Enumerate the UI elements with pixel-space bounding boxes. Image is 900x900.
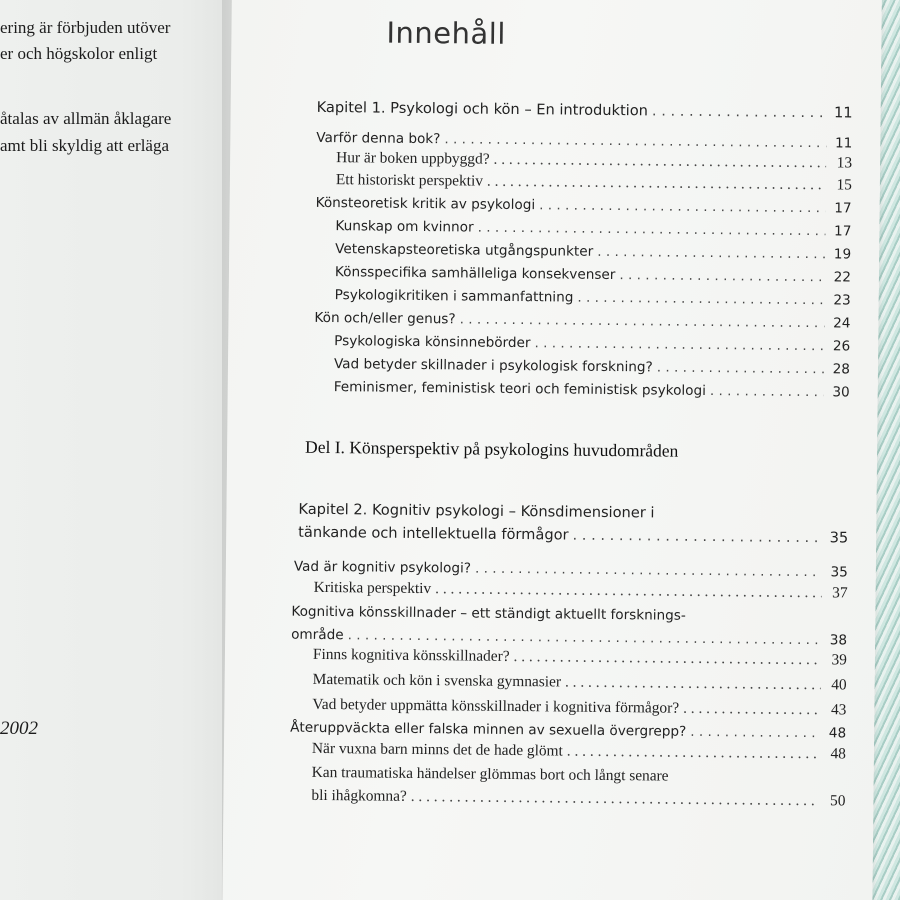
dot-leader bbox=[487, 173, 826, 195]
toc-entry-text: Kunskap om kvinnor bbox=[335, 218, 474, 236]
table-of-contents bbox=[222, 0, 882, 900]
toc-entry-text: Matematik och kön i svenska gymnasier bbox=[312, 670, 562, 691]
dot-leader bbox=[513, 648, 821, 669]
toc-entry-text: Finns kognitiva könsskillnader? bbox=[312, 645, 510, 665]
toc-entry-wrapped-line: Kan traumatiska händelser glömmas bort och långt senare bbox=[311, 763, 669, 785]
toc-page-number: 17 bbox=[834, 200, 852, 217]
toc-chapter-1 bbox=[317, 99, 853, 122]
toc-entry-text: Vetenskapsteoretiska utgångspunkter bbox=[335, 241, 594, 260]
toc-page-number: 48 bbox=[828, 725, 847, 742]
toc-entry bbox=[335, 264, 851, 285]
toc-entry bbox=[312, 696, 846, 720]
toc-entry-wrapped-line: Kognitiva könsskillnader – ett ständigt aktuellt forsknings- bbox=[291, 603, 686, 624]
toc-page-number: 22 bbox=[833, 269, 852, 286]
toc-page-number: 30 bbox=[832, 384, 850, 401]
toc-entry bbox=[311, 787, 845, 811]
toc-entry-text: Könsteoretisk kritik av psykologi bbox=[315, 194, 536, 214]
dot-leader bbox=[478, 220, 826, 240]
dot-leader bbox=[435, 580, 822, 602]
toc-entry bbox=[316, 130, 852, 152]
toc-entry bbox=[314, 579, 848, 603]
toc-entry bbox=[334, 379, 850, 400]
left-line-2: er och högskolor enligt bbox=[0, 44, 158, 63]
dot-leader bbox=[475, 561, 822, 581]
dot-leader bbox=[539, 197, 826, 216]
toc-entry bbox=[335, 287, 851, 308]
dot-leader bbox=[411, 788, 820, 810]
dot-leader bbox=[690, 724, 820, 741]
left-line-4: amt bli skyldig att erläga bbox=[0, 136, 170, 155]
toc-chapter-2 bbox=[298, 524, 848, 547]
dot-leader bbox=[619, 267, 825, 285]
right-page bbox=[222, 0, 882, 900]
toc-entry-text: Varför denna bok? bbox=[316, 129, 441, 148]
dot-leader bbox=[534, 335, 824, 354]
part-heading: Del I. Könsperspektiv på psykologins huvudområden bbox=[305, 436, 679, 461]
toc-entry-text: tänkande och intellektuella förmågor bbox=[298, 523, 569, 544]
toc-entry bbox=[334, 333, 850, 354]
toc-page-number: 43 bbox=[830, 701, 847, 719]
toc-entry-text: Vad betyder uppmätta könsskillnader i kognitiva förmågor? bbox=[312, 695, 680, 717]
toc-entry-text: Ett historiskt perspektiv bbox=[335, 171, 484, 190]
left-line-3: åtalas av allmän åklagare bbox=[0, 109, 172, 128]
toc-chapter-2-line-1: Kapitel 2. Kognitiv psykologi – Könsdimensioner i bbox=[298, 500, 655, 522]
dot-leader bbox=[652, 102, 827, 121]
toc-entry bbox=[294, 559, 848, 581]
dot-leader bbox=[493, 151, 826, 172]
toc-page-number: 17 bbox=[834, 223, 852, 240]
toc-page-number: 37 bbox=[832, 584, 848, 602]
toc-entry bbox=[334, 356, 850, 377]
toc-entry-text: Kritiska perspektiv bbox=[313, 578, 432, 598]
left-line-1: ering är förbjuden utöver bbox=[0, 18, 171, 37]
toc-entry bbox=[336, 149, 852, 172]
toc-page-number: 35 bbox=[829, 529, 849, 547]
dot-leader bbox=[348, 627, 822, 648]
dot-leader bbox=[572, 527, 822, 547]
toc-entry bbox=[313, 646, 847, 670]
toc-entry-text: bli ihågkomna? bbox=[311, 786, 407, 805]
toc-page-number: 28 bbox=[832, 361, 851, 378]
toc-page-number: 13 bbox=[836, 154, 853, 172]
dot-leader bbox=[565, 674, 821, 695]
toc-entry-text: Återuppväckta eller falska minnen av sexuella övergrepp? bbox=[290, 719, 687, 740]
toc-title: Innehåll bbox=[386, 15, 507, 51]
toc-entry-text: Vad betyder skillnader i psykologisk forskning? bbox=[333, 356, 653, 376]
dot-leader bbox=[567, 743, 820, 764]
toc-page-number: 15 bbox=[836, 176, 852, 194]
dot-leader bbox=[444, 131, 826, 151]
toc-page-number: 35 bbox=[830, 564, 848, 581]
toc-entry-text: Hur är boken uppbyggd? bbox=[336, 149, 490, 168]
dot-leader bbox=[597, 244, 825, 262]
dot-leader bbox=[657, 359, 824, 377]
toc-page-number: 39 bbox=[831, 651, 848, 669]
toc-entry-text: Feminismer, feministisk teori och feministisk psykologi bbox=[333, 379, 707, 399]
toc-page-number: 38 bbox=[829, 632, 848, 649]
toc-page-number: 11 bbox=[834, 135, 853, 152]
toc-entry bbox=[290, 720, 846, 742]
toc-entry-text: Kön och/eller genus? bbox=[314, 309, 456, 328]
toc-entry bbox=[335, 241, 851, 262]
dot-leader bbox=[460, 311, 825, 331]
toc-page-number: 11 bbox=[833, 104, 853, 122]
toc-page-number: 23 bbox=[833, 292, 851, 309]
toc-entry-text: När vuxna barn minns det de hade glömt bbox=[311, 739, 563, 760]
toc-entry bbox=[336, 171, 852, 194]
dot-leader bbox=[577, 290, 824, 309]
publication-year: 2002 bbox=[0, 718, 38, 739]
toc-entry bbox=[335, 218, 851, 239]
toc-entry bbox=[316, 195, 852, 217]
toc-page-number: 48 bbox=[830, 745, 847, 763]
toc-page-number: 40 bbox=[831, 676, 847, 694]
toc-entry-text: Psykologikritiken i sammanfattning bbox=[334, 287, 574, 306]
toc-entry-text: Vad är kognitiv psykologi? bbox=[293, 558, 472, 577]
left-page-text bbox=[0, 0, 232, 900]
toc-entry-text: Psykologiska könsinnebörder bbox=[334, 333, 531, 352]
toc-page-number: 24 bbox=[833, 315, 851, 332]
toc-page-number: 26 bbox=[832, 338, 851, 355]
toc-entry-text: Kapitel 1. Psykologi och kön – En introduktion bbox=[316, 98, 649, 120]
toc-page-number: 50 bbox=[829, 792, 846, 810]
toc-entry bbox=[313, 671, 847, 695]
toc-entry bbox=[291, 627, 847, 649]
dot-leader bbox=[683, 700, 820, 719]
toc-entry-text: Könsspecifika samhälleliga konsekvenser bbox=[334, 264, 616, 284]
toc-entry bbox=[312, 740, 846, 764]
dot-leader bbox=[710, 383, 824, 400]
toc-entry bbox=[314, 310, 850, 332]
toc-page-number: 19 bbox=[833, 246, 852, 263]
toc-entry-text: område bbox=[291, 626, 344, 644]
